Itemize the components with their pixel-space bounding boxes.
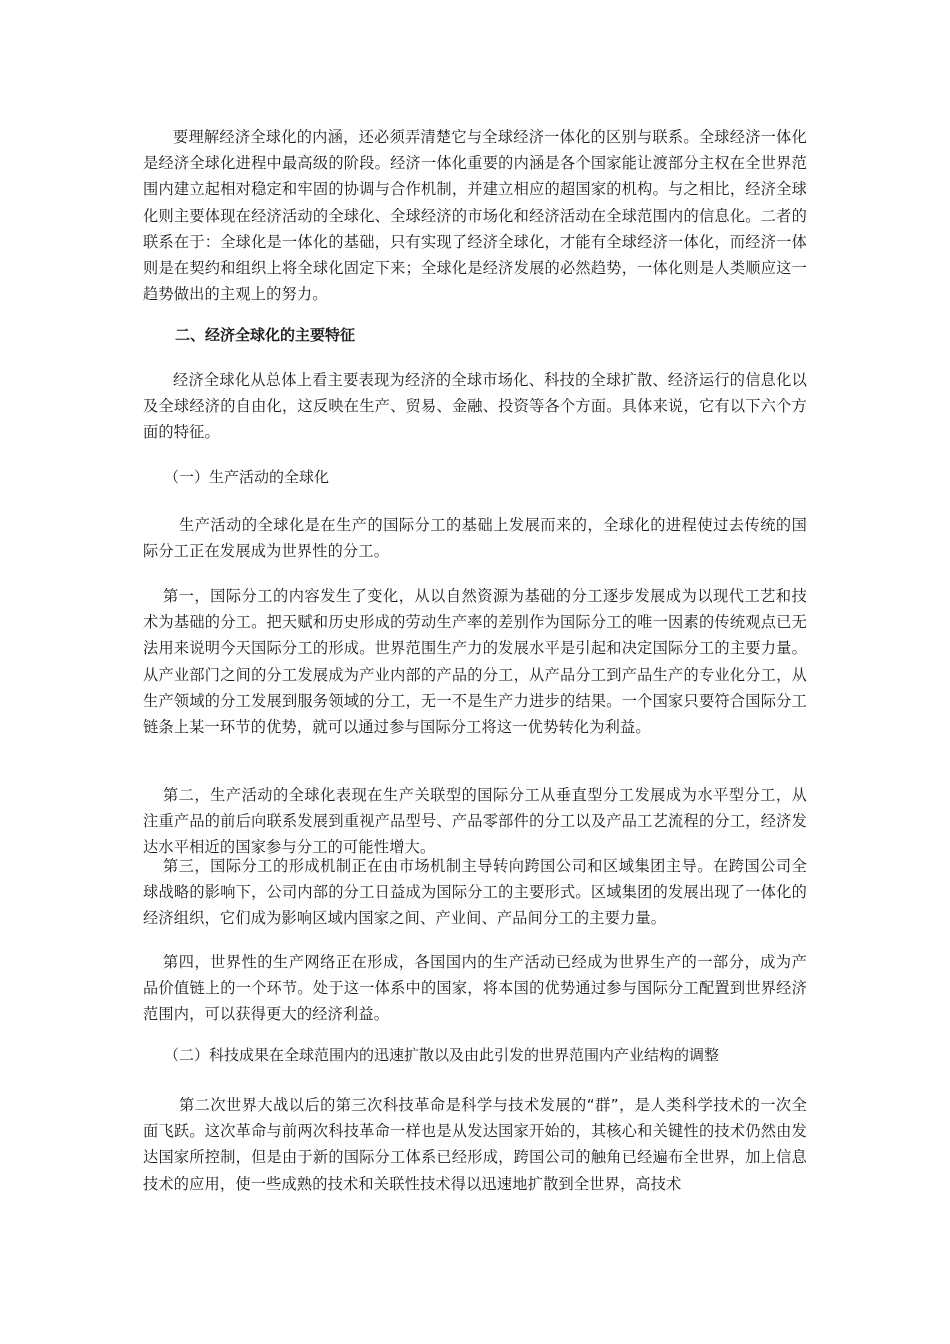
paragraph-first-point: 第一，国际分工的内容发生了变化，从以自然资源为基础的分工逐步发展成为以现代工艺和技术为基础的分工。把天赋和历史形成的劳动生产率的差别作为国际分工的唯一因素的传统观点已无法用来说明今天国际分工的形成。世界范围生产力的发展水平是引起和决定国际分工的主要力量。从产业部门之间的分工发展成为产业内部的产品的分工，从产品分工到产品生产的专业化分工，从生产领域的分工发展到服务领域的分工，无一不是生产力进步的结果。一个国家只要符合国际分工链条上某一环节的优势，就可以通过参与国际分工将这一优势转化为利益。 (143, 587, 807, 737)
subsection-heading-production: （一）生产活动的全球化 (164, 468, 330, 486)
section-heading-main-features: 二、经济全球化的主要特征 (175, 326, 356, 344)
paragraph-globalization-vs-integration: 要理解经济全球化的内涵，还必须弄清楚它与全球经济一体化的区别与联系。全球经济一体化是经济全球化进程中最高级的阶段。经济一体化重要的内涵是各个国家能让渡部分主权在全世界范围内建立起相对稳定和牢固的协调与合作机制，并建立相应的超国家的机构。与之相比，经济全球化则主要体现在经济活动的全球化、全球经济的市场化和经济活动在全球范围内的信息化。二者的联系在于：全球化是一体化的基础，只有实现了经济全球化，才能有全球经济一体化，而经济一体则是在契约和组织上将全球化固定下来；全球化是经济发展的必然趋势，一体化则是人类顺应这一趋势做出的主观上的努力。 (143, 128, 807, 304)
paragraph-technology-revolution: 第二次世界大战以后的第三次科技革命是科学与技术发展的“群”，是人类科学技术的一次全面飞跃。这次革命与前两次科技革命一样也是从发达国家开始的，其核心和关键性的技术仍然由发达国家所控制，但是由于新的国际分工体系已经形成，跨国公司的触角已经遍布全世界，加上信息技术的应用，使一些成熟的技术和关联性技术得以迅速地扩散到全世界，高技术 (143, 1096, 807, 1193)
paragraph-production-intro: 生产活动的全球化是在生产的国际分工的基础上发展而来的，全球化的进程使过去传统的国际分工正在发展成为世界性的分工。 (143, 516, 807, 561)
paragraph-features-intro: 经济全球化从总体上看主要表现为经济的全球市场化、科技的全球扩散、经济运行的信息化以及全球经济的自由化，这反映在生产、贸易、金融、投资等各个方面。具体来说，它有以下六个方面的特征。 (143, 371, 807, 442)
paragraph-third-point: 第三，国际分工的形成机制正在由市场机制主导转向跨国公司和区域集团主导。在跨国公司全球战略的影响下，公司内部的分工日益成为国际分工的主要形式。区域集团的发展出现了一体化的经济组织，它们成为影响区域内国家之间、产业间、产品间分工的主要力量。 (143, 857, 807, 928)
paragraph-second-point: 第二，生产活动的全球化表现在生产关联型的国际分工从垂直型分工发展成为水平型分工，从注重产品的前后向联系发展到重视产品型号、产品零部件的分工以及产品工艺流程的分工，经济发达水平相近的国家参与分工的可能性增大。 (143, 786, 807, 857)
paragraph-fourth-point: 第四，世界性的生产网络正在形成，各国国内的生产活动已经成为世界生产的一部分，成为产品价值链上的一个环节。处于这一体系中的国家，将本国的优势通过参与国际分工配置到世界经济范围内，可以获得更大的经济利益。 (143, 953, 807, 1024)
subsection-heading-technology: （二）科技成果在全球范围内的迅速扩散以及由此引发的世界范围内产业结构的调整 (164, 1046, 720, 1064)
